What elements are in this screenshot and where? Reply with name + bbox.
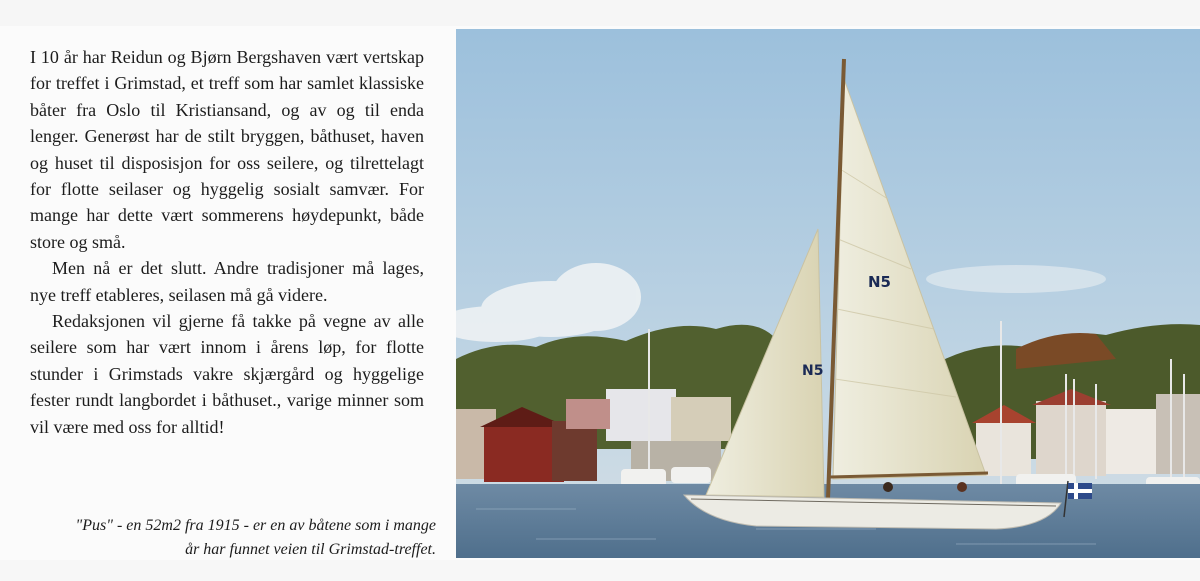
page-bottom-margin xyxy=(0,560,1200,581)
article-paragraph: Redaksjonen vil gjerne få takke på vegne av alle seilere som har vært innom i årens løp, for flotte stunder i Grimstads vakre skjærgård og hyggelige fester rundt langbordet i båthuset., varige minner som vil være med oss for alltid! xyxy=(30,311,424,437)
sailboat-illustration xyxy=(456,29,1200,558)
photo-caption xyxy=(30,514,436,562)
article-paragraph: Men nå er det slutt. Andre tradisjoner må lages, nye treff etableres, seilasen må gå videre. xyxy=(30,258,424,305)
sailboat-photo xyxy=(456,29,1200,558)
page-top-margin xyxy=(0,0,1200,26)
caption-line: år har funnet veien til Grimstad-treffet. xyxy=(185,541,436,558)
caption-line: "Pus" - en 52m2 fra 1915 - er en av båtene som i mange xyxy=(75,517,436,534)
article-body xyxy=(30,44,424,440)
article-paragraph: I 10 år har Reidun og Bjørn Bergshaven vært vertskap for treffet i Grimstad, et treff som har samlet klassiske båter fra Oslo til Kristiansand, og av og til enda lenger. Generøst har de stilt bryggen, båthuset, haven og huset til disposisjon for oss seilere, og tilrettelagt for flotte seilaser og hyggelig sosialt samvær. For mange har dette vært sommerens høydepunkt, både store og små. xyxy=(30,47,424,252)
sail-number-jib: N5 xyxy=(802,363,824,379)
sail-number: N5 xyxy=(868,273,891,291)
